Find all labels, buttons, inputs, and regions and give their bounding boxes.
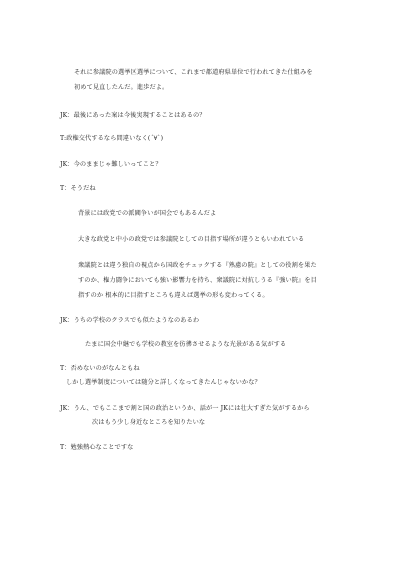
text-line: 背景には政党での派閥争いが国会でもあるんだよ <box>78 210 217 217</box>
text-line: それに参議院の選挙区選挙について、これまで都道府県単位で行われてきた仕組みを <box>74 69 313 76</box>
dialogue-line-t: T：否めないのがなんともね <box>60 365 140 372</box>
dialogue-line-t: T：そうだね <box>60 185 96 192</box>
dialogue-line-jk: JK：うちの学校のクラスでも似たようなのあるわ <box>60 317 200 324</box>
text-line: 衆議院とは違う独自の視点から国政をチェックする『熟慮の院』としての役割を果た <box>78 262 317 269</box>
text-line: 初めて見直したんだ。進歩だよ。 <box>74 84 169 91</box>
text-line: すのか、権力闘争においても強い影響力を持ち、衆議院に対抗しうる『強い院』を目 <box>78 277 317 284</box>
dialogue-line-t: T:政権交代するなら間違いなく(´∀`) <box>60 135 164 142</box>
text-line: 次はもう少し身近なところを知りたいな <box>92 419 206 426</box>
text-line: たまに国会中継でも学校の教室を彷彿させるような光景がある気がする <box>85 341 287 348</box>
dialogue-line-t: T：勉強熱心なことですな <box>60 444 134 451</box>
dialogue-line-jk: JK：うん、でもここまで割と国の政治というか、話が一 JKには壮大すぎた気がするから <box>60 405 310 412</box>
text-line: 大きな政党と中小の政党では参議院としての目指す場所が違うともいわれている <box>78 236 305 243</box>
dialogue-line-jk: JK：最後にあった案は今後実現することはあるの？ <box>60 112 206 119</box>
text-line: 指すのか 根本的に目指すところも違えば選挙の形も変わってくる。 <box>78 292 269 299</box>
text-line: しかし選挙制度については随分と詳しくなってきたんじゃないかな？ <box>66 379 261 386</box>
dialogue-line-jk: JK：今のままじゃ難しいってこと？ <box>60 161 162 168</box>
